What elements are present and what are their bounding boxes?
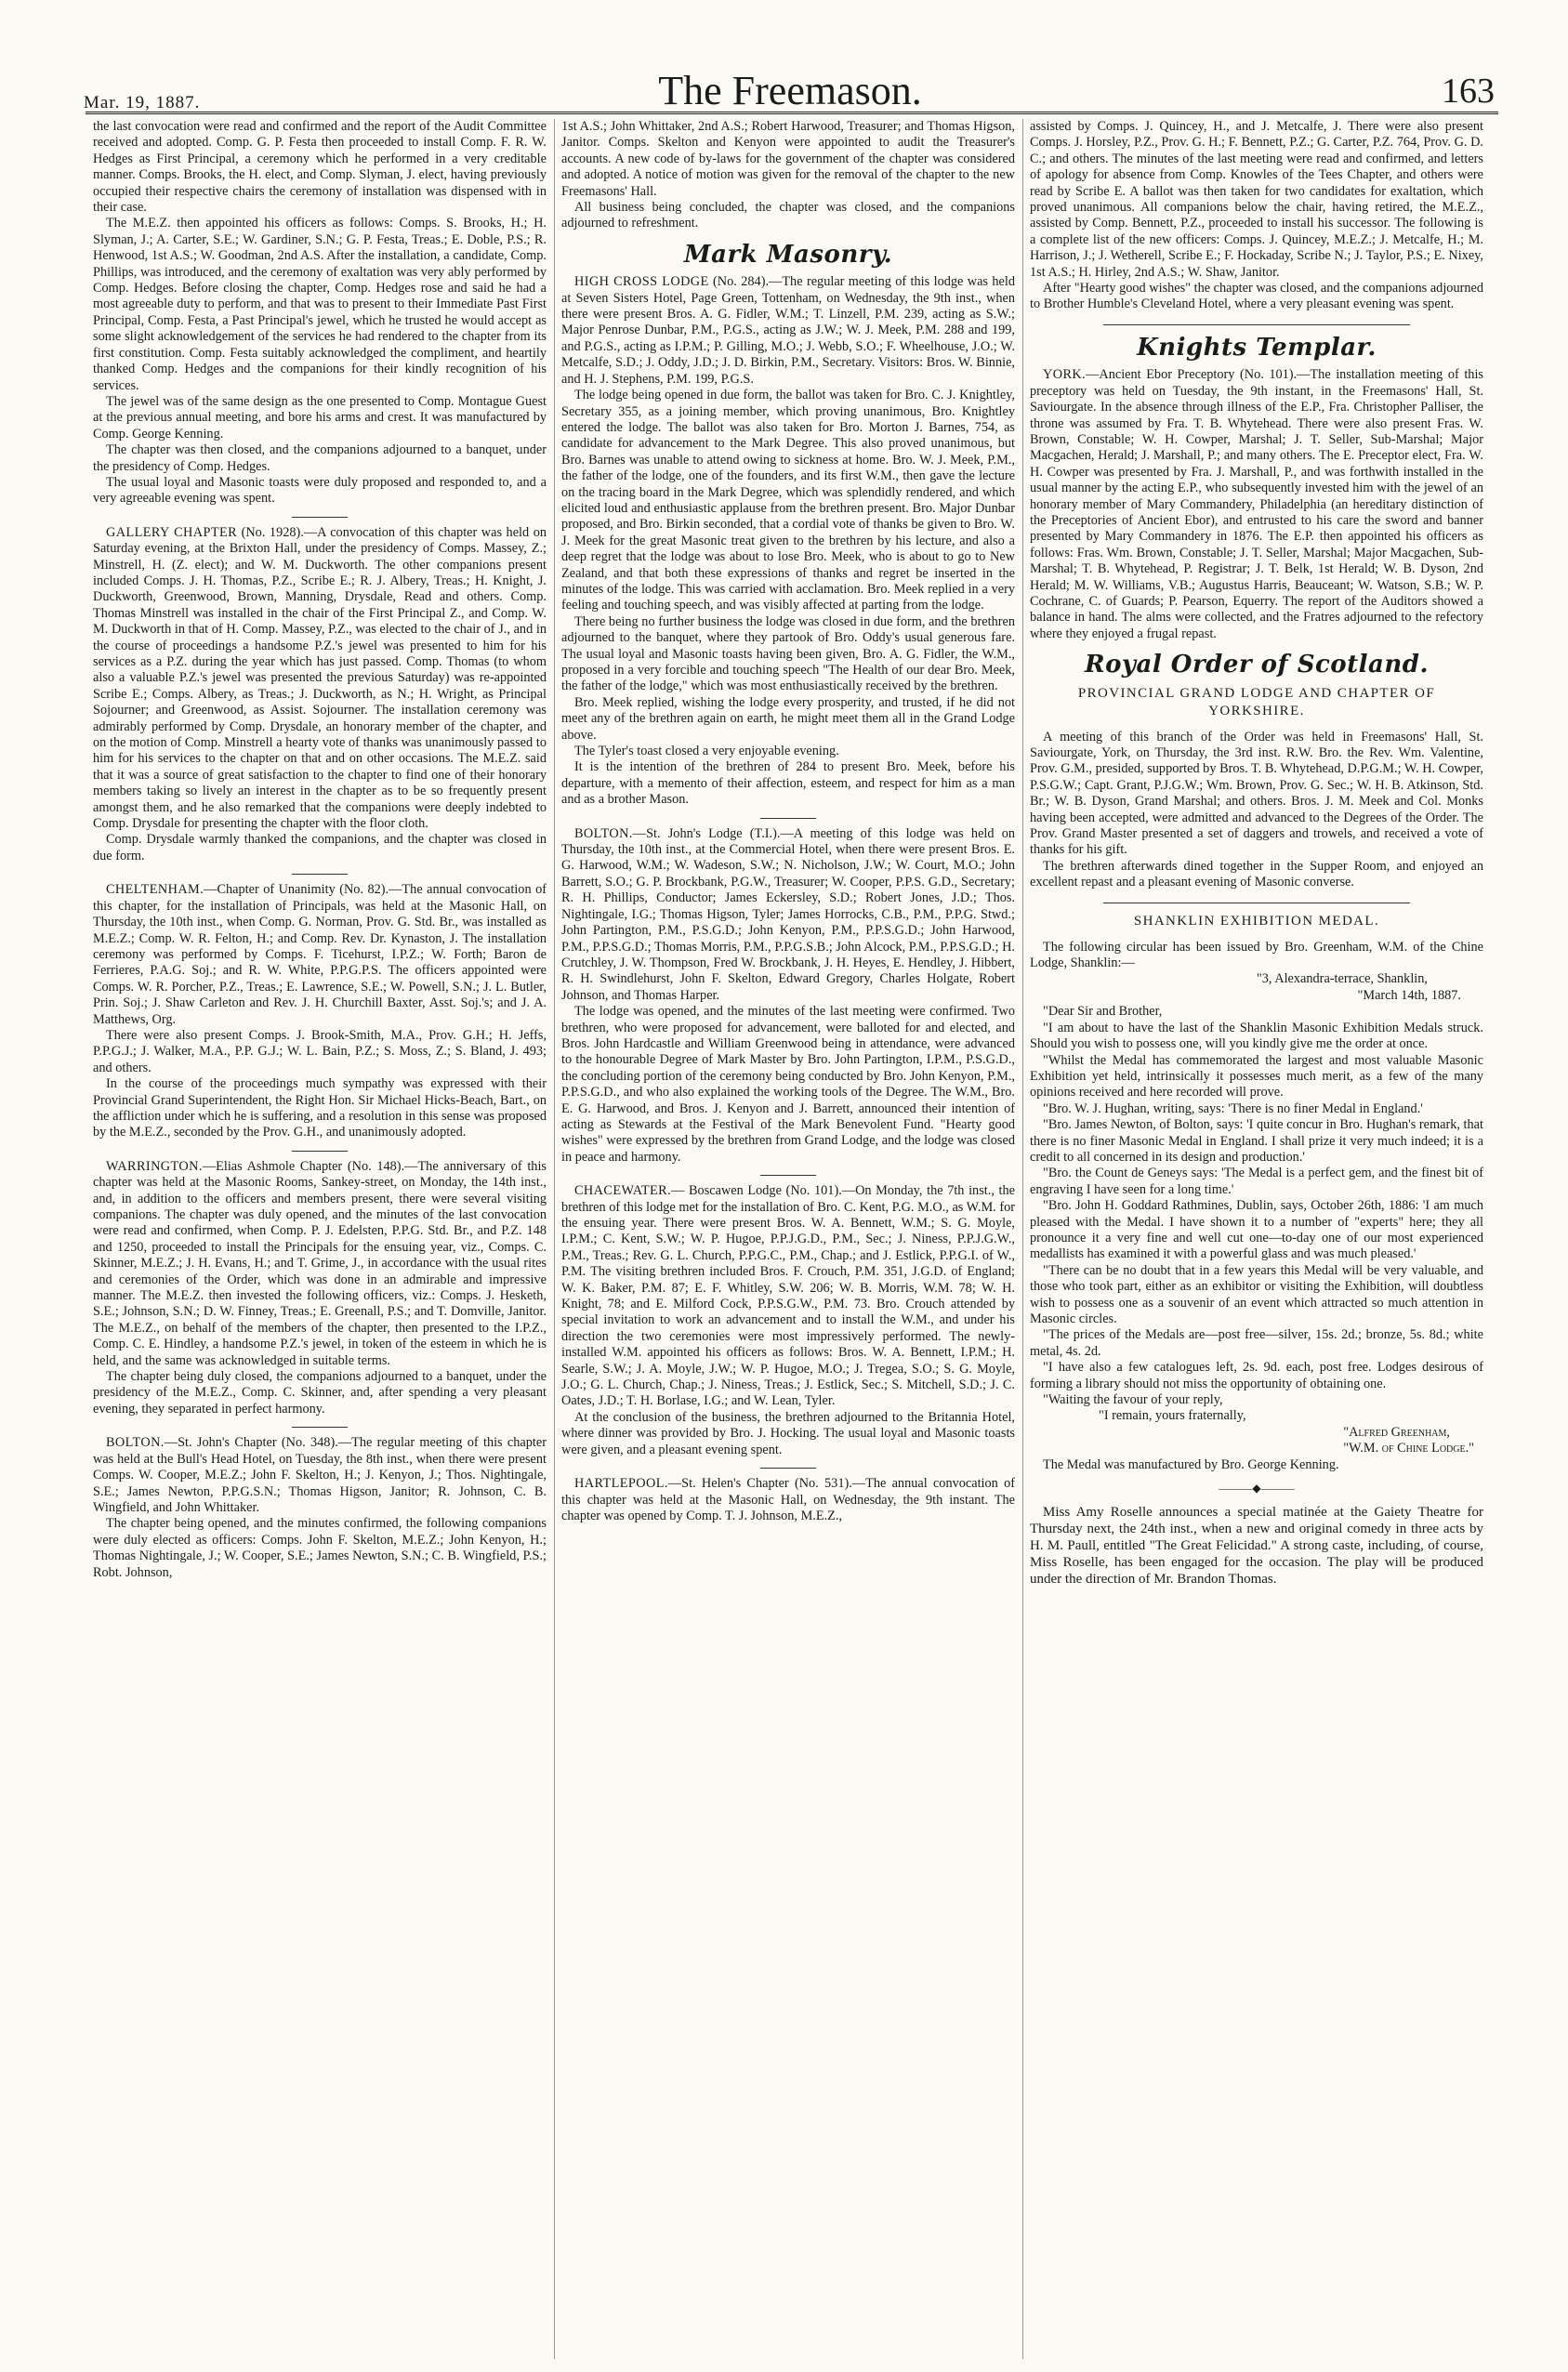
paragraph: The lodge was opened, and the minutes of the last meeting were confirmed. Two brethren, who were proposed for advancement, were balloted for and elected, and Bros. John Hardcastle and William Greenwood being in attendance, were advanced to the honourable Degree of Mark Master by Bro. John Partington, I.P.M., P.S.G.D., the concluding portion of the ceremony being conducted by Bro. John Kenyon, P.M., P.P.S.G.D., and who also explained the working tools of the Degree. The W.M., Bro. E. G. Harwood, and Bros. J. Kenyon and J. Barrett, announced their intention of acting as Stewards at the Festival of the Mark Benevolent Fund. "Hearty good wishes" were expressed by the brethren from Grand Lodge, and the lodge was closed in peace and harmony. — [561, 1004, 1015, 1165]
paragraph: The following circular has been issued by Bro. Greenham, W.M. of the Chine Lodge, Shanklin:— — [1030, 939, 1483, 971]
column-3 — [1030, 119, 1483, 2350]
paragraph: The Tyler's toast closed a very enjoyable evening. — [574, 744, 839, 759]
paragraph: "I have also a few catalogues left, 2s. 9d. each, post free. Lodges desirous of forming a library should not miss the opportunity of obtaining one. — [1030, 1360, 1483, 1391]
section-heading-mark-masonry: Mark Masonry. — [683, 240, 893, 269]
divider — [760, 1468, 816, 1469]
paragraph: 1st A.S.; John Whittaker, 2nd A.S.; Robert Harwood, Treasurer; and Thomas Higson, Janitor. Comps. Skelton and Kenyon were appointed to audit the Treasurer's accounts. A new code of by-laws for the government of the chapter was considered and adopted. A notice of motion was given for the removal of the chapter to the new Freemasons' Hall. — [561, 119, 1015, 199]
letter-closing: "I remain, yours fraternally, — [1099, 1408, 1246, 1424]
sub-heading: PROVINCIAL GRAND LODGE AND CHAPTER OF YORKSHIRE. — [1077, 685, 1436, 718]
paragraph: It is the intention of the brethren of 284 to present Bro. Meek, before his departure, with a memento of their affection, esteem, and respect for him as a man and as a brother Mason. — [561, 759, 1015, 808]
section-heading-royal-order-of-scotland: Royal Order of Scotland. — [1084, 651, 1430, 679]
issue-date: Mar. 19, 1887. — [84, 93, 201, 112]
report-heading: GALLERY CHAPTER — [106, 524, 238, 540]
paragraph: The Medal was manufactured by Bro. George Kenning. — [1043, 1456, 1339, 1472]
paragraph: The lodge being opened in due form, the ballot was taken for Bro. C. J. Knightley, Secretary 355, as a joining member, which proving unanimous, Bro. Knightley entered the lodge. The ballot was also taken for Bro. Morton J. Barnes, 754, as candidate for advancement to the Mark Degree. This also proved unanimous, but Bro. Barnes was unable to attend owing to sickness at home. Bro. W. J. Meek, P.M., the father of the lodge, one of the founders, and its first W.M., then gave the lecture on the tracing board in the Mark Degree, which was splendidly rendered, and which elicited loud and enthusiastic applause from the brethren present. Bro. Major Dunbar proposed, and Bro. Birkin seconded, that a cordial vote of thanks be given to Bro. W. J. Meek for the great Masonic treat given to the brethren by his lecture, and also a deep regret that the lodge was about to lose Bro. Meek, who is about to go to New Zealand, and that both these expressions of thanks and regret be inserted in the minutes of the lodge. This was carried with acclamation. Bro. Meek replied in a very feeling and touching speech, and was visibly affected at parting from the lodge. — [561, 388, 1015, 613]
paragraph: "The prices of the Medals are—post free—silver, 15s. 2d.; bronze, 5s. 8d.; white metal, 4s. 2d. — [1030, 1327, 1483, 1359]
report-hartlepool: HARTLEPOOL.—St. Helen's Chapter (No. 531).—The annual convocation of this chapter was held at the Masonic Hall, on Wednesday, the 9th instant. The chapter was opened by Comp. T. J. Johnson, M.E.Z., — [561, 1476, 1015, 1523]
paragraph: "I am about to have the last of the Shanklin Masonic Exhibition Medals struck. Should you wish to possess one, will you kindly give me the order at once. — [1030, 1020, 1483, 1052]
letter-salutation: "Dear Sir and Brother, — [1043, 1004, 1163, 1020]
letter-date: "March 14th, 1887. — [1357, 987, 1461, 1003]
report-high-cross-lodge: HIGH CROSS LODGE (No. 284).—The regular meeting of this lodge was held at Seven Sisters Hotel, Page Green, Tottenham, on Wednesday, the 9th inst., when there were present Bros. A. G. Fidler, W.M.; T. Linzell, P.M. 239, acting as S.W.; Major Penrose Dunbar, P.M., P.G.S., acting as J.W.; W. J. Meek, P.M. 288 and 199, and P.G.S., acting as I.P.M.; P. Gilling, M.O.; J. Webb, S.O.; F. Wheelhouse, J.O.; W. Metcalfe, S.D.; J. Oddy, J.D.; J. D. Birkin, P.M., Secretary. Visitors: Bros. W. Binnie, and H. J. Stephens, P.M. 199, P.G.S. — [561, 274, 1015, 387]
paragraph: "Bro. John H. Goddard Rathmines, Dublin, says, October 26th, 1886: 'I am much pleased with the Medal. I have shown it to a number of "experts" here; they all pronounce it a very fine and well cut one—to-day one of our most experienced medallists has examined it with a powerful glass and was much pleased.' — [1030, 1198, 1483, 1262]
paragraph: "There can be no doubt that in a few years this Medal will be very valuable, and those who took part, either as an exhibitor or visiting the Exhibition, will doubtless wish to possess one as a souvenir of an event which attracted so much attention in Masonic circles. — [1030, 1262, 1483, 1326]
report-warrington: WARRINGTON.—Elias Ashmole Chapter (No. 148).—The anniversary of this chapter was held at the Masonic Rooms, Sankey-street, on Monday, the 14th inst., and, in addition to the officers and members present, there were several visiting companions. The chapter was duly opened, and the minutes of the last convocation were read and confirmed, when Comp. P. J. Edelsten, P.P.G. Std. Br., and P.Z. 148 and 1250, proceeded to install the Principals for the ensuing year, viz., Comps. C. Skinner, M.E.Z.; J. H. Evans, H.; and T. Grime, J., in accordance with the usual rites and ceremonies of the Order, which was done in an admirable and impressive manner. The M.E.Z. then invested the following officers, viz.: Comps. J. Hesketh, S.E.; Johnson, S.N.; D. W. Finney, Treas.; E. Greenall, P.S.; and T. Domville, Janitor. The M.E.Z., on behalf of the members of the chapter, then presented to the I.P.Z., Comp. C. E. Hindley, a handsome P.Z.'s jewel, in token of the esteem in which he is held, and the same was acknowledged in suitable terms. — [93, 1158, 547, 1368]
newspaper-title: The Freemason. — [658, 68, 922, 113]
report-heading: BOLTON. — [574, 825, 633, 841]
sub-heading: SHANKLIN EXHIBITION MEDAL. — [1133, 913, 1380, 929]
column-2 — [561, 119, 1015, 2350]
paragraph: Bro. Meek replied, wishing the lodge every prosperity, and trusted, if he did not meet any of the brethren again on earth, he might meet them all in the Grand Lodge above. — [561, 694, 1015, 743]
theatre-notice: Miss Amy Roselle announces a special matinée at the Gaiety Theatre for Thursday next, the 24th inst., when a new and original comedy in three acts by H. M. Paull, entitled "The Great Felicidad." A strong caste, including, of course, Miss Roselle, has been engaged for the occasion. The play will be produced under the direction of Mr. Brandon Thomas. — [1030, 1505, 1483, 1588]
column-divider — [554, 119, 555, 2359]
paragraph: There were also present Comps. J. Brook-Smith, M.A., Prov. G.H.; H. Jeffs, P.P.G.J.; J. Walker, M.A., P.P. G.J.; W. L. Bain, P.Z.; S. Moss, Z.; S. Bland, J. 493; and others. — [93, 1027, 547, 1075]
divider — [292, 874, 348, 875]
report-bolton-chapter: BOLTON.—St. John's Chapter (No. 348).—The regular meeting of this chapter was held at the Bull's Head Hotel, on Tuesday, the 8th inst., when there were present Comps. W. Cooper, M.E.Z.; John F. Skelton, H.; J. Kenyon, J.; Thos. Nightingale, S.E.; James Newton, P.P.G.S.N.; Thomas Higson, Janitor; R. Johnson, C. B. Wingfield, and John Whittaker. — [93, 1435, 547, 1515]
paragraph: All business being concluded, the chapter was closed, and the companions adjourned to refreshment. — [561, 200, 1015, 231]
divider — [1103, 324, 1410, 325]
paragraph: A meeting of this branch of the Order was held in Freemasons' Hall, St. Saviourgate, York, on Thursday, the 3rd inst. R.W. Bro. the Rev. Wm. Valentine, Prov. G.M., presided, supported by Bros. T. B. Whytehead, D.P.G.M.; W. H. Cowper, P.S.G.W.; Capt. Grant, P.J.G.W.; Wm. Brown, Prov. G. Sec.; W. H. B. Atkinson, Std. Br.; W. B. Dyson, Grand Marshal; and others. Bros. J. M. Meek and Col. Monks having been accepted, were admitted and advanced to the Degrees of the Order. The Prov. Grand Master presented a set of daggers and trowels, and received a vote of thanks for his gift. — [1030, 729, 1483, 858]
report-heading: BOLTON. — [106, 1435, 165, 1451]
letter-signature: "W.M. of Chine Lodge." — [1343, 1441, 1474, 1456]
paragraph: "Bro. W. J. Hughan, writing, says: 'There is no finer Medal in England.' — [1043, 1100, 1423, 1116]
paragraph: There being no further business the lodge was closed in due form, and the brethren adjourned to the banquet, where they partook of Bro. Oddy's usual generous fare. The usual loyal and Masonic toasts having been given, Bro. A. G. Fidler, the W.M., proposed in a very forcible and touching speech "The Health of our dear Bro. Meek, the father of the lodge," which was most enthusiastically received by the brethren. — [561, 613, 1015, 694]
report-heading: CHACEWATER. — [574, 1183, 672, 1199]
section-heading-knights-templar: Knights Templar. — [1137, 333, 1377, 362]
diamond-ornament-icon: ———◆——— — [1219, 1482, 1295, 1496]
report-york: YORK.—Ancient Ebor Preceptory (No. 101).—The installation meeting of this preceptory was held on Tuesday, the 9th instant, in the Freemasons' Hall, St. Saviourgate. In the absence through illness of the E.P., Fra. Christopher Palliser, the throne was assumed by Fra. T. B. Whytehead. There were also present Fras. W. Brown, Constable; W. H. Cowper, Marshal; J. T. Seller, Sub-Marshal; Major Macgachen, Herald; J. Marshall, P.; and many others. The E. Preceptor elect, Fra. W. H. Cowper was presented by Fra. J. Marshall, P., and was forthwith installed in the usual manner by the acting E.P., who subsequently invested him with the jewel of an honorary member of Mary Commandery, Philadelphia (an hereditary distinction of the Preceptories of Ancient Ebor), and entrusted to his care the sword and banner presented by Mary Commandery in 1876. The E.P. then appointed his officers as follows: Fras. Wm. Brown, Constable; J. T. Seller, Marshal; Major Macgachen, Sub-Marshal; T. B. Whytehead, P. Registrar; J. T. Belk, 1st Herald; W. B. Dyson, 2nd Herald; M. W. Williams, V.B.; Augustus Harris, Beauceant; W. Watson, S.B.; W. P. Cochrane, C. of Guards; P. Pearson, Equerry. The report of the Auditors showed a balance in hand. The alms were collected, and the Fratres adjourned to the refectory where they enjoyed a frugal repast. — [1030, 367, 1483, 641]
paragraph: After "Hearty good wishes" the chapter was closed, and the companions adjourned to Brother Humble's Cleveland Hotel, where a very pleasant evening was spent. — [1030, 281, 1483, 312]
masthead-rule — [86, 112, 1498, 114]
letter-signature: "Alfred Greenham, — [1343, 1424, 1450, 1440]
paragraph: The M.E.Z. then appointed his officers as follows: Comps. S. Brooks, H.; H. Slyman, J.; A. Carter, S.E.; W. Gardiner, S.N.; G. P. Festa, Treas.; E. Doble, P.S.; R. Henwood, 1st A.S.; W. Goodman, 2nd A.S. After the installation, a candidate, Comp. Phillips, was introduced, and the ceremony of exaltation was very ably performed by Comp. Hedges. Before closing the chapter, Comp. Hedges rose and said he had a most agreeable duty to perform, and that was to present to their Immediate Past First Principal, Comp. Festa, a Past Principal's jewel, which he trusted he would accept as some slight acknowledgement of the services he had rendered to the chapter from its first constitution. Comp. Festa suitably acknowledged the compliment, and heartily thanked Comp. Hedges and the companions for their kindly recognition of his services. — [93, 216, 547, 393]
paragraph: "Bro. James Newton, of Bolton, says: 'I quite concur in Bro. Hughan's remark, that there is no finer Masonic Medal in England. I shall prize it very much indeed; it is a credit to all concerned in its design and production.' — [1030, 1117, 1483, 1165]
letter-closing: "Waiting the favour of your reply, — [1043, 1392, 1223, 1408]
paragraph: The usual loyal and Masonic toasts were duly proposed and responded to, and a very agreeable evening was spent. — [93, 474, 547, 507]
paragraph: assisted by Comps. J. Quincey, H., and J. Metcalfe, J. There were also present Comps. J. Horsley, P.Z., Prov. G. H.; F. Bennett, P.Z.; G. Carter, P.Z. 764, Prov. G. D. C.; and others. The minutes of the last meeting were read and confirmed, and letters of apology for absence from Comp. Knowles of the Tees Chapter, and others were read by Scribe E. A ballot was then taken for two candidates for exaltation, which proved unanimous. All companions below the chair, having retired, the M.E.Z., assisted by Comp. Bennett, P.Z., proceeded to install his successor. The following is a complete list of the new officers: Comps. J. Quincey, M.E.Z.; J. Metcalfe, H.; M. Harrison, J.; J. Wetherell, Scribe E.; F. Hockaday, Scribe N.; J. Taylor, P.S.; E. Nixey, 1st A.S.; H. Hirley, 2nd A.S.; W. Shaw, Janitor. — [1030, 119, 1483, 280]
paragraph: the last convocation were read and confirmed and the report of the Audit Committee received and adopted. Comp. G. P. Festa then proceeded to install Comp. F. R. W. Hedges as First Principal, a ceremony which he performed in a very creditable manner. Comps. Brooks, the H. elect, and Comp. Slyman, J. elect, having previously occupied their respective chairs the ceremony of installation was dispensed with in their case. — [93, 119, 547, 216]
report-heading: WARRINGTON. — [106, 1158, 203, 1174]
divider — [292, 1427, 348, 1428]
divider — [760, 1175, 816, 1176]
divider — [760, 818, 816, 819]
paragraph: The chapter being opened, and the minutes confirmed, the following companions were duly elected as officers: Comps. John F. Skelton, M.E.Z.; John Kenyon, H.; Thomas Nightingale, J.; W. Cooper, S.E.; James Newton, S.N.; C. B. Wingfield, P.S.; Robt. Johnson, — [93, 1516, 547, 1580]
report-heading: HARTLEPOOL. — [574, 1476, 668, 1492]
divider — [292, 1151, 348, 1152]
paragraph: At the conclusion of the business, the brethren adjourned to the Britannia Hotel, where dinner was provided by Bro. J. Hocking. The usual loyal and Masonic toasts were given, and a pleasant evening spent. — [561, 1409, 1015, 1457]
report-chacewater: CHACEWATER.— Boscawen Lodge (No. 101).—On Monday, the 7th inst., the brethren of this lodge met for the installation of Bro. C. Kent, P.G. M.O., as W.M. for the ensuing year. There were present Bros. W. A. Bennett, W.M.; S. G. Moyle, I.P.M.; C. Kent, S.W.; W. P. Hugoe, P.P.J.G.D., P.M., Sec.; J. Niness, P.P.J.G.W., P.M., Treas.; Rev. G. L. Church, P.P.G.C., P.M., Chap.; and J. Estlick, P.P.G.I. of W., P.M. The visiting brethren included Bros. F. Crouch, P.M. 351, J.G.D. of England; W. K. Baker, P.M. 87; E. F. Whitley, S.W. 206; W. B. Morris, W.M. 78; W. H. Knight, 78; and E. Milford Cock, P.P.S.G.W., P.M. 73. Bro. Crouch attended by special invitation to work an advancement and to install the W.M., and under his direction the two ceremonies were most impressively performed. The newly-installed W.M. appointed his officers as follows: Bros. W. A. Bennett, I.P.M.; H. Searle, S.W.; J. A. Moyle, J.W.; W. P. Hugoe, M.O.; J. Tregea, S.O.; S. G. Moyle, J.O.; G. L. Church, Chap.; J. Niness, Treas.; J. Estlick, Sec.; S. Mitchell, S.D.; J. C. Oates, J.D.; T. H. Borlase, I.G.; and W. Lean, Tyler. — [561, 1183, 1015, 1409]
report-gallery-chapter: GALLERY CHAPTER (No. 1928).—A convocation of this chapter was held on Saturday evening, at the Brixton Hall, under the presidency of Comps. Massey, Z.; Minstrell, H. (Z. elect); and W. M. Duckworth. The other companions present included Comps. J. H. Thomas, P.Z., Scribe E.; R. J. Albery, Treas.; H. Knight, J. Duckworth, Greenwood, Brown, Manning, Drysdale, Read and others. Comp. Thomas Minstrell was installed in the chair of the First Principal Z., and Comp. W. M. Duckworth in that of H. Comp. Massey, P.Z., was elected to the chair of J., and in the course of proceedings a handsome P.Z.'s jewel was presented to him for his services as a P.Z. during the year which has just passed. Comp. Thomas (to whom also a valuable P.Z.'s jewel was presented the previous Saturday) was re-appointed Scribe E.; Comps. Albery, as Treas.; J. Duckworth, as N.; H. Wright, as Principal Sojourner; and Greenwood, as Assist. Sojourner. The installation ceremony was admirably performed by Comp. Drysdale, an honorary member of the chapter, and on the motion of Comp. Minstrell a hearty vote of thanks was unanimously passed to him for his services to the chapter on that and on other occasions. The M.E.Z. said that it was a source of great satisfaction to the chapter to find one of their honorary members taking so lively an interest in the chapter as to be so frequently present amongst them, and he also remarked that the companions were deeply indebted to Comp. Drysdale for presenting the chapter with the floor cloth. — [93, 524, 547, 832]
paragraph: "Whilst the Medal has commemorated the largest and most valuable Masonic Exhibition yet held, intrinsically it possesses much merit, as a few of the many opinions received and here recorded will prove. — [1030, 1052, 1483, 1100]
report-bolton-lodge: BOLTON.—St. John's Lodge (T.I.).—A meeting of this lodge was held on Thursday, the 10th inst., at the Commercial Hotel, when there were present Bros. E. G. Harwood, W.M.; W. Wadeson, S.W.; N. Nicholson, J.W.; W. Court, M.O.; John Barrett, S.O.; G. P. Brockbank, P.G.W., Treasurer; W. Cooper, P.P.S. G.D., Secretary; R. H. Phillips, Conductor; James Eckersley, S.D.; Robert Jones, J.D.; Thos. Nightingale, I.G.; Thomas Higson, Tyler; James Horrocks, C.B., P.M., P.P.G. Stwd.; John Partington, P.M., P.S.G.D.; John Kenyon, P.M., P.P.S.G.D.; John Harwood, P.M., P.P.S.G.D.; Thomas Morris, P.M., P.P.G.S.B.; John Alcock, P.M., P.P.S.G.D.; H. Crutchley, J. W. Thompson, Fred W. Brockbank, J. H. Heyes, E. Hendley, J. Hibbert, R. H. Swindlehurst, John F. Skelton, Edward Gregory, Charles Holgate, Robert Johnson, and Thomas Harper. — [561, 825, 1015, 1003]
column-1 — [93, 119, 547, 2350]
paragraph: Comp. Drysdale warmly thanked the companions, and the chapter was closed in due form. — [93, 832, 547, 863]
report-heading: HIGH CROSS LODGE — [574, 274, 709, 290]
report-cheltenham: CHELTENHAM.—Chapter of Unanimity (No. 82).—The annual convocation of this chapter, for the installation of Principals, was held at the Masonic Hall, on Thursday, the 10th inst., when Comp. G. Norman, Prov. G. Std. Br., was installed as M.E.Z.; Comp. W. R. Felton, H.; and Comp. Rev. Dr. Kynaston, J. The installation ceremony was performed by Comps. F. Ticehurst, I.P.Z.; W. Forth; Baron de Ferrieres, P.A.G. Soj.; and R. W. White, P.P.G.P.S. The officers appointed were Comps. W. R. Porcher, P.Z., Treas.; E. Lawrence, S.E.; W. Powell, S.N.; J. L. Butler, Prin. Soj.; J. Shaw Carleton and Rev. J. H. Churchill Baxter, Asst. Soj.'s; and J. A. Matthews, Org. — [93, 882, 547, 1027]
report-heading: YORK. — [1043, 367, 1087, 383]
column-divider — [1022, 119, 1023, 2359]
letter-address: "3, Alexandra-terrace, Shanklin, — [1256, 971, 1428, 987]
report-heading: CHELTENHAM. — [106, 882, 204, 898]
paragraph: In the course of the proceedings much sympathy was expressed with their Provincial Grand Superintendent, the Right Hon. Sir Michael Hicks-Beach, Bart., on the affliction under which he is suffering, and a resolution in this sense was proposed by the M.E.Z., seconded by the Prov. G.H., and unanimously adopted. — [93, 1076, 547, 1140]
paragraph: The jewel was of the same design as the one presented to Comp. Montague Guest at the previous annual meeting, and bore his arms and crest. It was manufactured by Comp. George Kenning. — [93, 393, 547, 441]
paragraph: The brethren afterwards dined together in the Supper Room, and enjoyed an excellent repast and a pleasant evening of Masonic converse. — [1030, 858, 1483, 890]
paragraph: The chapter being duly closed, the companions adjourned to a banquet, under the presidency of the M.E.Z., Comp. C. Skinner, and, after spending a very pleasant evening, they separated in perfect harmony. — [93, 1369, 547, 1417]
page-number: 163 — [1442, 72, 1495, 111]
paragraph: "Bro. the Count de Geneys says: 'The Medal is a perfect gem, and the finest bit of engraving I have seen for a long time.' — [1030, 1166, 1483, 1197]
divider — [292, 517, 348, 518]
paragraph: The chapter was then closed, and the companions adjourned to a banquet, under the presidency of Comp. Hedges. — [93, 442, 547, 474]
